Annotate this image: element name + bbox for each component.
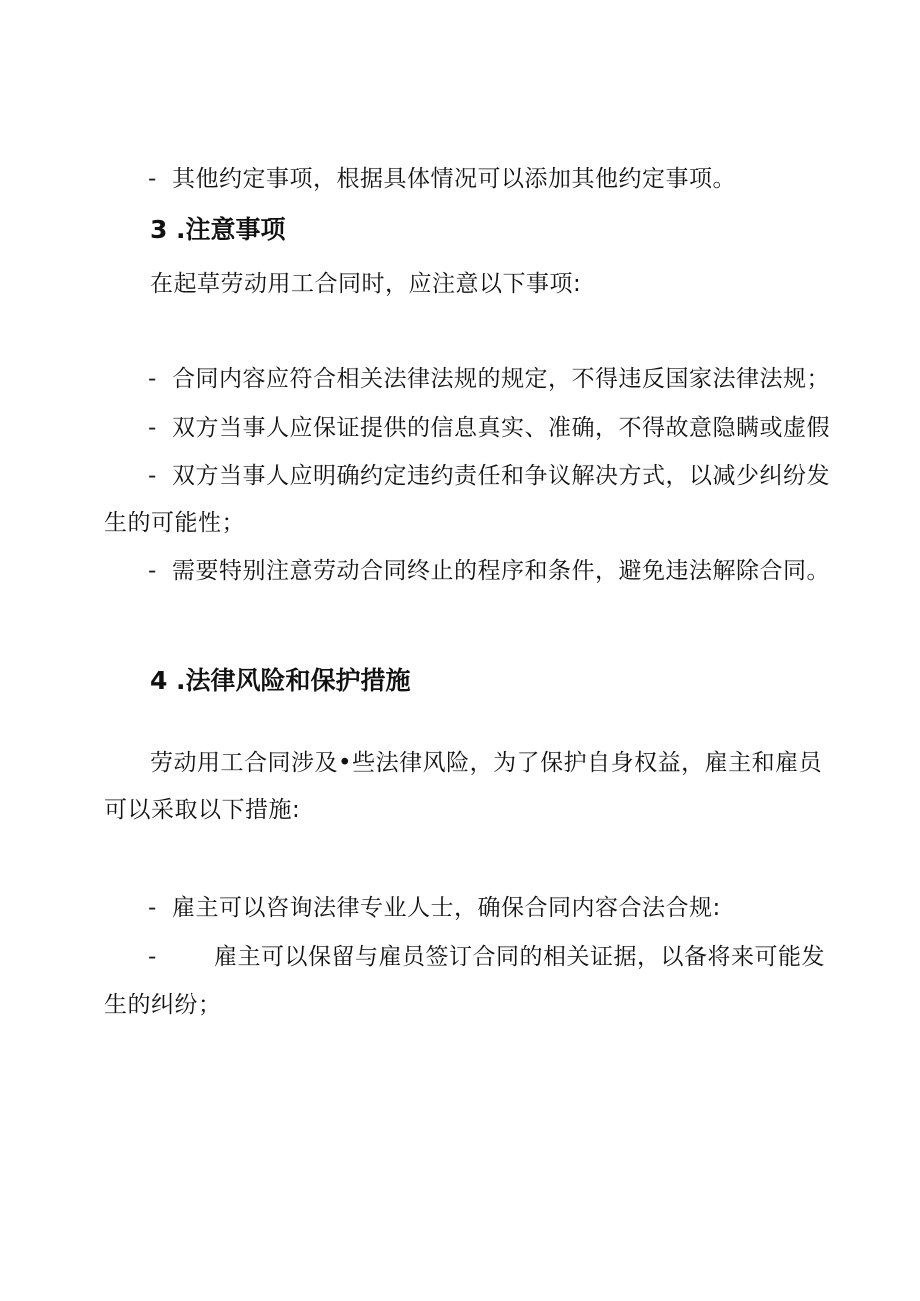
list-item-text: 雇主可以咨询法律专业人士，确保合同内容合法合规:: [172, 895, 721, 921]
list-item-text: 双方当事人应保证提供的信息真实、准确，不得故意隐瞒或虚假: [172, 415, 830, 441]
list-dash: -: [148, 944, 157, 970]
list-dash: -: [148, 463, 157, 489]
list-item: [148, 364, 830, 394]
list-item: [148, 164, 736, 194]
section-intro-line: 可以采取以下措施:: [104, 797, 301, 823]
section-intro: 在起草劳动用工合同时，应注意以下事项:: [150, 271, 582, 297]
list-dash: -: [148, 366, 157, 392]
list-item: [148, 556, 830, 586]
list-item: [148, 461, 830, 491]
list-item-text: 其他约定事项，根据具体情况可以添加其他约定事项。: [172, 166, 736, 192]
section-heading-4: [150, 665, 411, 697]
list-dash: -: [148, 895, 157, 921]
section-title: .注意事项: [176, 215, 286, 244]
list-dash: -: [148, 166, 157, 192]
list-item-text: 雇主可以保留与雇员签订合同的相关证据，以备将来可能发: [214, 944, 825, 970]
list-item-continuation: 生的可能性；: [104, 510, 245, 536]
list-item: [148, 413, 830, 443]
list-dash: -: [148, 558, 157, 584]
list-item-continuation: 生的纠纷；: [104, 992, 222, 1018]
section-number: 3: [150, 215, 168, 244]
section-intro-line: 劳动用工合同涉及•些法律风险，为了保护自身权益，雇主和雇员: [150, 750, 823, 776]
section-number: 4: [150, 666, 168, 695]
list-dash: -: [148, 415, 157, 441]
list-item-text: 合同内容应符合相关法律法规的规定，不得违反国家法律法规；: [172, 366, 830, 392]
list-item-text: 双方当事人应明确约定违约责任和争议解决方式，以减少纠纷发: [172, 463, 830, 489]
section-heading-3: [150, 214, 286, 246]
list-item: [148, 893, 721, 923]
list-item-text: 需要特别注意劳动合同终止的程序和条件，避免违法解除合同。: [172, 558, 830, 584]
list-item: [148, 942, 825, 972]
section-title: .法律风险和保护措施: [176, 666, 411, 695]
